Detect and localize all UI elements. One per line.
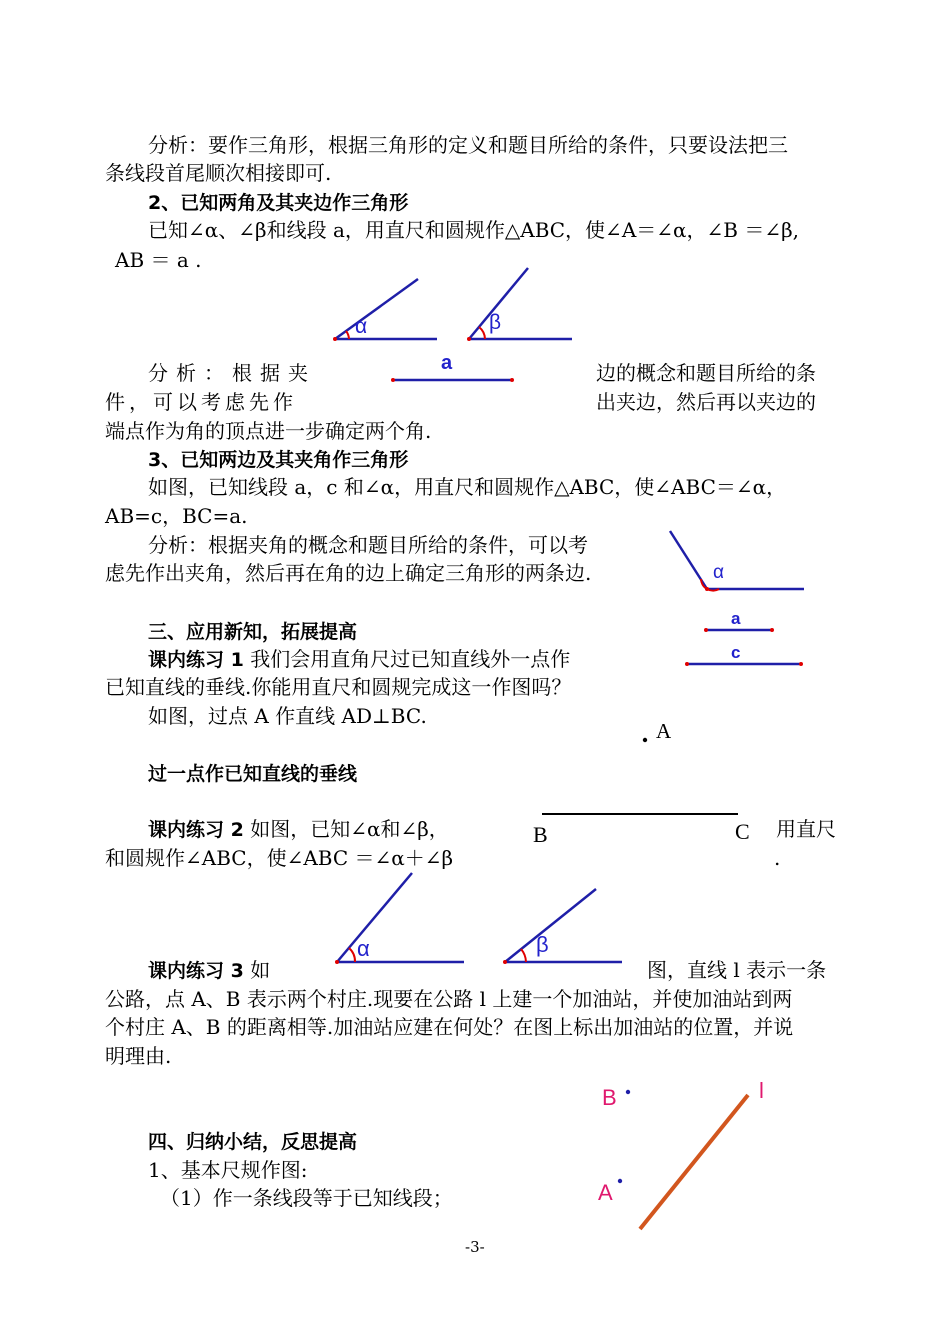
analysis-2-left-1: 分析：根据夹 xyxy=(148,361,316,385)
point-B-label: B xyxy=(533,822,548,847)
given-3-line-1: 如图，已知线段 a，c 和∠α，用直尺和圆规作△ABC，使∠ABC＝∠α， xyxy=(148,475,787,499)
village-B-dot xyxy=(626,1090,630,1094)
exercise-3-line-3: 个村庄 A、B 的距离相等.加油站应建在何处？在图上标出加油站的位置，并说 xyxy=(105,1015,794,1039)
analysis-3-line-1: 分析：根据夹角的概念和题目所给的条件，可以考 xyxy=(148,533,588,557)
exercise-2-label: 课内练习 2 xyxy=(148,819,244,841)
road-line-l xyxy=(640,1095,748,1229)
analysis-3-line-2: 虑先作出夹角，然后再在角的边上确定三角形的两条边. xyxy=(105,561,592,585)
fig3-alpha-label: α xyxy=(713,562,724,583)
exercise-3-line-4: 明理由. xyxy=(105,1044,172,1068)
point-A-label: A xyxy=(656,719,672,743)
point-C-label: C xyxy=(735,819,750,844)
village-A-dot xyxy=(618,1179,622,1183)
heading-two-sides: 3、已知两边及其夹角作三角形 xyxy=(148,449,409,471)
analysis-2-right-2: 出夹边，然后再以夹边的 xyxy=(596,390,816,414)
analysis-1-line-1: 分析：要作三角形，根据三角形的定义和题目所给的条件，只要设法把三 xyxy=(148,133,788,157)
ex2-alpha-label: α xyxy=(357,936,370,961)
exercise-3-line-2: 公路，点 A、B 表示两个村庄.现要在公路 l 上建一个加油站，并使加油站到两 xyxy=(105,987,793,1011)
village-B-label: B xyxy=(602,1085,617,1110)
analysis-2-right-1: 边的概念和题目所给的条 xyxy=(596,361,816,385)
exercise-1-title: 过一点作已知直线的垂线 xyxy=(148,763,358,785)
given-3-line-2: AB=c，BC=a. xyxy=(105,504,248,528)
fig3-a-label: a xyxy=(731,609,741,628)
fig3-c-label: c xyxy=(731,643,741,662)
heading-two-angles: 2、已知两角及其夹边作三角形 xyxy=(148,192,409,214)
exercise-1-text: 我们会用直角尺过已知直线外一点作 xyxy=(250,647,571,671)
section-4-heading: 四、归纳小结，反思提高 xyxy=(148,1131,358,1153)
road-l-label: l xyxy=(759,1078,764,1103)
summary-1-item-1: （1）作一条线段等于已知线段； xyxy=(160,1186,453,1210)
exercise-1-label: 课内练习 1 xyxy=(148,649,244,671)
segment-a-label: a xyxy=(441,352,453,374)
beta-label: β xyxy=(489,311,502,334)
given-2-line-2: AB ＝ a . xyxy=(115,248,202,272)
summary-1: 1、基本尺规作图: xyxy=(148,1158,308,1182)
analysis-1-line-2: 条线段首尾顺次相接即可. xyxy=(105,161,332,185)
exercise-2-right: 用直尺 xyxy=(776,817,836,841)
given-2-line-1: 已知∠α、∠β和线段 a，用直尺和圆规作△ABC，使∠A＝∠α，∠B ＝∠β, xyxy=(148,218,800,242)
exercise-2-text: 如图，已知∠α和∠β， xyxy=(250,817,449,841)
exercise-3-text-left: 如 xyxy=(250,958,271,982)
analysis-2-left-2: 件，可以考虑先作 xyxy=(105,390,297,414)
exercise-3-text-right: 图，直线 l 表示一条 xyxy=(647,958,827,982)
alpha-label: α xyxy=(355,315,368,338)
exercise-1-line-3: 如图，过点 A 作直线 AD⊥BC. xyxy=(148,704,427,728)
section-3-heading: 三、应用新知，拓展提高 xyxy=(148,621,358,643)
exercise-3-label: 课内练习 3 xyxy=(148,960,244,982)
village-A-label: A xyxy=(598,1180,613,1205)
page-number: -3- xyxy=(465,1238,485,1256)
exercise-2-line-2: 和圆规作∠ABC，使∠ABC ＝∠α＋∠β xyxy=(105,846,454,870)
ex2-beta-label: β xyxy=(536,932,549,957)
exercise-2-period: . xyxy=(774,846,781,870)
exercise-1-line-2: 已知直线的垂线.你能用直尺和圆规完成这一作图吗？ xyxy=(105,675,572,699)
analysis-2-line-3: 端点作为角的顶点进一步确定两个角. xyxy=(105,419,432,443)
